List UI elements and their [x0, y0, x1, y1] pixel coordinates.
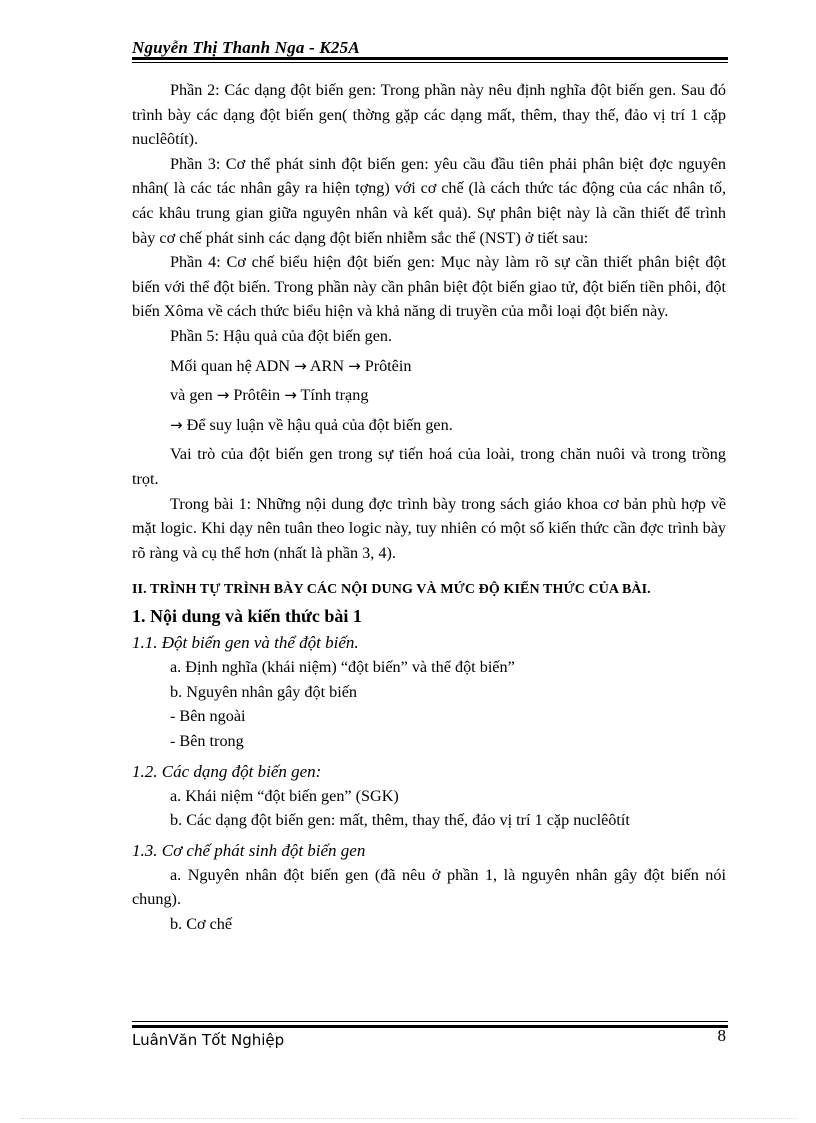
- arrow-right-icon: →: [284, 386, 297, 405]
- header-rule-thin: [132, 62, 728, 63]
- page-edge-dotted-line: [20, 1118, 796, 1119]
- page-body: [132, 78, 726, 937]
- relation-line: [132, 413, 726, 438]
- header-rule-thick: [132, 57, 728, 60]
- list-item: - Bên ngoài: [170, 707, 246, 726]
- arrow-right-icon: →: [294, 356, 307, 375]
- paragraph: Phần 5: Hậu quả của đột biến gen.: [170, 326, 393, 345]
- arrow-right-icon: →: [216, 386, 230, 405]
- relation-text: ARN: [309, 356, 345, 375]
- relation-text: Prôtêin: [233, 386, 281, 405]
- subsection-title: 1. Nội dung và kiến thức bài 1: [132, 606, 362, 627]
- paragraph: Phần 3: Cơ thể phát sinh đột biến gen: yêu cầu đầu tiên phải phân biệt đợc nguyên nhân( là các tác nhân gây ra hiện tợng) với cơ chế (là cách thức tác động của các nhân tố, các khâu trung gian giữa nguyên nhân và kết quả). Sự phân biệt này là cần thiết để trình bày cơ chế phát sinh các dạng đột biến nhiễm sắc thể (NST) ở tiết sau:: [132, 154, 726, 247]
- footer-rule-thin: [132, 1021, 728, 1022]
- list-item: b. Các dạng đột biến gen: mất, thêm, thay thế, đảo vị trí 1 cặp nuclêôtít: [170, 811, 630, 830]
- page-number: 8: [717, 1026, 726, 1045]
- paragraph: Phần 4: Cơ chế biểu hiện đột biến gen: Mục này làm rõ sự cần thiết phân biệt đột biến với thể đột biến. Trong phần này cần phân biệt đột biến giao tử, đột biến tiền phôi, đột biến Xôma về cách thức biểu hiện và khả năng di truyền của mỗi loại đột biến này.: [132, 253, 726, 321]
- list-item: b. Nguyên nhân gây đột biến: [170, 682, 358, 701]
- relation-text: và gen: [170, 386, 213, 405]
- list-item: a. Định nghĩa (khái niệm) “đột biến” và thể đột biến”: [170, 658, 515, 677]
- paragraph: Vai trò của đột biến gen trong sự tiến hoá của loài, trong chăn nuôi và trong trồng trọt.: [132, 445, 726, 488]
- relation-text: Prôtêin: [364, 356, 412, 375]
- section-heading: II. TRÌNH TỰ TRÌNH BÀY CÁC NỘI DUNG VÀ MỨC ĐỘ KIẾN THỨC CỦA BÀI.: [132, 582, 651, 598]
- arrow-right-icon: →: [170, 415, 183, 434]
- subsection-1-2-title: 1.2. Các dạng đột biến gen:: [132, 761, 322, 781]
- relation-line: [132, 354, 726, 379]
- list-item: - Bên trong: [170, 732, 244, 751]
- list-item: a. Khái niệm “đột biến gen” (SGK): [170, 786, 399, 805]
- relation-text: Tính trạng: [300, 386, 369, 405]
- paragraph: Trong bài 1: Những nội dung đợc trình bày trong sách giáo khoa cơ bản phù hợp về mặt logic. Khi dạy nên tuân theo logic này, tuy nhiên có một số kiến thức cần đợc trình bày rõ ràng và cụ thể hơn (nhất là phần 3, 4).: [132, 494, 726, 562]
- footer-rule-thick: [132, 1025, 728, 1028]
- paragraph: a. Nguyên nhân đột biến gen (đã nêu ở phần 1, là nguyên nhân gây đột biến nói chung).: [132, 865, 726, 909]
- subsection-1-1-title: 1.1. Đột biến gen và thể đột biến.: [132, 633, 359, 653]
- subsection-1-3-title: 1.3. Cơ chế phát sinh đột biến gen: [132, 840, 366, 860]
- running-header: Nguyễn Thị Thanh Nga - K25A: [132, 38, 360, 57]
- relation-text: Mối quan hệ ADN: [170, 356, 291, 375]
- relation-line: [132, 383, 726, 408]
- running-footer: LuânVăn Tốt Nghiệp: [132, 1031, 285, 1049]
- list-item: b. Cơ chế: [170, 915, 233, 934]
- relation-text: Để suy luận về hậu quả của đột biến gen.: [186, 415, 453, 434]
- arrow-right-icon: →: [348, 356, 361, 375]
- paragraph: Phần 2: Các dạng đột biến gen: Trong phần này nêu định nghĩa đột biến gen. Sau đó trình bày các dạng đột biến gen( thờng gặp các dạng mất, thêm, thay thế, đảo vị trí 1 cặp nuclêôtít).: [132, 81, 726, 149]
